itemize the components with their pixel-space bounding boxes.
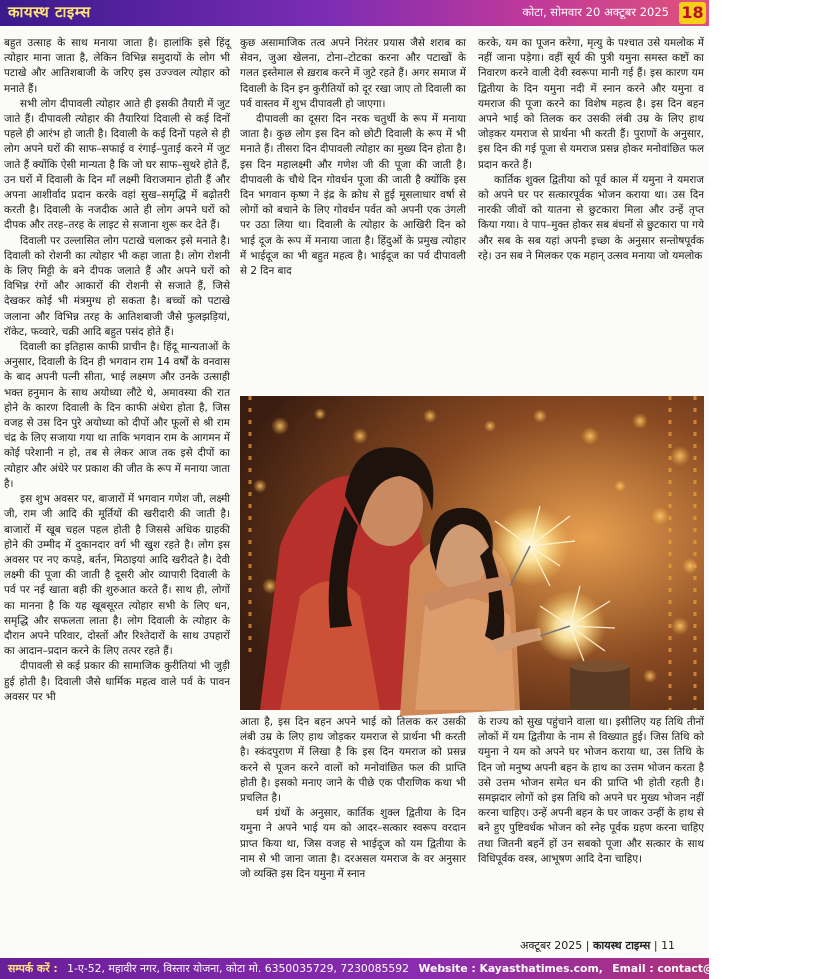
paragraph: दिवाली पर उल्लासित लोग पटाखे चलाकर इसे मनाते है। दिवाली को रोशनी का त्योहार भी कहा जाता है। लोग रोशनी के लिए मिट्टी के बने दीपक जलाते हैं और अपने घरों को विभिन्न रंगों और आकारों की रोशनी से सजाते हैं, जिसे देखकर कोई भी मंत्रमुग्ध हो सकता है। बच्चों को पटाखे जलाना और विभिन्न तरह के आतिशबाजी जैसे फुलझड़ियां, रॉकेट, फव्वारे, चक्री आदि बहुत पसंद होते हैं। <box>4 234 230 338</box>
diwali-photo <box>240 396 704 710</box>
diwali-photo-illustration <box>240 396 704 710</box>
footer-folio: 11 <box>661 939 676 952</box>
contact-bar <box>0 958 832 979</box>
contact-email: Email : contact@kayasthatimes.com <box>612 962 832 975</box>
dateline: कोटा, सोमवार 20 अक्टूबर 2025 <box>522 5 669 19</box>
contact-address: 1-ए-52, महावीर नगर, विस्तार योजना, कोटा मो. 6350035729, 7230085592 <box>67 962 410 975</box>
paragraph: इस शुभ अवसर पर, बाजारों में भगवान गणेश जी, लक्ष्मी जी, राम जी आदि की मूर्तियों की खरीदारी की जाती है। बाजारों में खूब चहल पहल होती है जिससे अधिक ग्राहकी होने की उम्मीद में दुकानदार वर्ग भी खुश रहते है। लोग इस अवसर पर नए कपड़े, बर्तन, मिठाइयां आदि खरीदते है। देवी लक्ष्मी की पूजा की जाती है दूसरी ओर व्यापारी दिवाली के पर्व पर नई खाता बही की शुरुआत करते हैं। साथ ही, लोगों का मानना है कि यह खूबसूरत त्योहार सभी के लिए धन, समृद्धि और सफलता लाता है। लोग दिवाली के त्योहार के दौरान अपने परिवार, दोस्तों और रिश्तेदारों के साथ उपहारों का आदान–प्रदान करने के लिए तत्पर रहते हैं। <box>4 493 230 658</box>
article-column-2-top <box>240 36 466 392</box>
contact-website: Website : Kayasthatimes.com, <box>418 962 603 975</box>
paragraph: के राज्य को सुख पहुंचाने वाला था। इसीलिए यह तिथि तीनों लोकों में यम द्वितीया के नाम से विख्यात हुई। जिस तिथि को यमुना ने यम को अपने घर भोजन कराया था, उस तिथि के दिन जो मनुष्य अपनी बहन के हाथ का उत्तम भोजन करता है उसे उत्तम भोजन समेत धन की प्राप्ति भी होती रहती है। समझदार लोगों को इस तिथि को अपने घर मुख्य भोजन नहीं करना चाहिए। उन्हें अपनी बहन के घर जाकर उन्हीं के हाथ से बने हुए पुष्टिवर्धक भोजन को स्नेह पूर्वक ग्रहण करना चाहिए तथा जितनी बहनें हों उन सबको पूजा और सत्कार के साथ विधिपूर्वक वस्त्र, आभूषण आदि देना चाहिए। <box>478 716 704 865</box>
article-column-1 <box>4 36 230 927</box>
article-column-2-bottom <box>240 715 466 933</box>
footer-month: अक्टूबर 2025 <box>520 939 583 952</box>
paragraph: दिवाली का इतिहास काफी प्राचीन है। हिंदू मान्यताओं के अनुसार, दिवाली के दिन ही भगवान राम 14 वर्षों के वनवास के बाद अपनी पत्नी सीता, भाई लक्ष्मण और उनके उत्साही भक्त हनुमान के साथ अयोध्या लौटे थे, अमावस्या की रात होने के कारण दिवाली के दिन काफी अंधेरा होता है, जिस वजह से उस दिन पुरे अयोध्या को दीपों और फूलों से श्री राम चंद्र के लिए सजाया गया था ताकि भगवान राम के आगमन में कोई परेशानी न हो, तब से लेकर आज तक इसे दीपों का त्योहार और अंधेरे पर प्रकाश की जीत के रूप में मनाया जाता है। <box>4 341 230 490</box>
paragraph: दीपावली से कई प्रकार की सामाजिक कुरीतियां भी जुड़ी हुई होती है। दिवाली जैसे धार्मिक महत्व वाले पर्व के पावन अवसर पर भी <box>4 660 230 703</box>
footer-separator: | <box>585 939 590 952</box>
footer-separator: | <box>653 939 658 952</box>
contact-label: सम्पर्क करें : <box>8 962 58 975</box>
paragraph: दीपावली का दूसरा दिन नरक चतुर्थी के रूप में मनाया जाता है। कुछ लोग इस दिन को छोटी दिवाली के रूप में भी मनाते हैं। तीसरा दिन दीपावली त्योहार का मुख्य दिन होता है। इस दिन महालक्ष्मी और गणेश जी की पूजा की जाती है। दीपावली के चौथे दिन गोवर्धन पूजा की जाती है क्योंकि इस दिन भगवान कृष्ण ने इंद्र के क्रोध से हुई मूसलाधार वर्षा से लोगों को बचाने के लिए गोवर्धन पर्वत को अपनी एक उंगली पर उठा लिया था। दिवाली के त्योहार के आखिरी दिन को भाई दूज के रूप में मनाया जाता है। हिंदुओं के प्रमुख त्योहार में भाईदूज का भी बहुत महत्व है। भाईदूज का पर्व दीपावली से 2 दिन बाद <box>240 113 466 278</box>
paragraph: बहुत उत्साह के साथ मनाया जाता है। हालांकि इसे हिंदू त्योहार माना जाता है, लेकिन विभिन्न समुदायों के लोग भी पटाखे और आतिशबाजी के जरिए इस उज्ज्वल त्योहार को मनाते हैं। <box>4 37 230 95</box>
page-footer <box>520 938 704 954</box>
paragraph: करके, यम का पूजन करेगा, मृत्यु के पश्चात उसे यमलोक में नहीं जाना पड़ेगा। वहीं सूर्य की पुत्री यमुना समस्त कष्टों का निवारण करने वाली देवी स्वरूपा मानी गई हैं। इस कारण यम द्वितीया के दिन यमुना नदी में स्नान करने और यमुना व यमराज की पूजा करने का विशेष महत्व है। इस दिन बहन अपने भाई को तिलक कर उसकी लंबी उम्र के लिए हाथ जोड़कर यमराज से प्रार्थना भी करती हैं। पुराणों के अनुसार, इस दिन की गई पूजा से यमराज प्रसन्न होकर मनोवांछित फल प्रदान करते हैं। <box>478 37 704 171</box>
masthead: कायस्थ टाइम्स <box>8 3 91 21</box>
paragraph: कुछ असामाजिक तत्व अपने निरंतर प्रयास जैसे शराब का सेवन, जुआ खेलना, टोना–टोटका करना और पटाखों के गलत इस्तेमाल से ख़राब करने में जुटे रहते हैं। अगर समाज में दिवाली के दिन इन कुरीतियों को दूर रखा जाए तो दिवाली का पर्व वास्तव में शुभ दीपावली हो जाएगा। <box>240 37 466 110</box>
paragraph: सभी लोग दीपावली त्योहार आते ही इसकी तैयारी में जुट जाते हैं। दीपावली त्योहार की तैयारियां दिवाली से कई दिनों पहले ही आरंभ हो जाती है। दिवाली के कई दिनों पहले से ही लोग अपने घरों की साफ–सफाई व रंगाई–पुताई करने में जुट जाते हैं क्योंकि ऐसी मान्यता है कि जो घर साफ–सुथरे होते हैं, उन घरों में दिवाली के दिन माँ लक्ष्मी विराजमान होती हैं और अपना आशीर्वाद प्रदान करके वहां सुख–समृद्धि में बढ़ोतरी करती है। दिवाली के नजदीक आते ही लोग अपने घरों को दीपक और तरह–तरह के लाइट से सजाना शुरू कर देते हैं। <box>4 97 230 232</box>
header-bar <box>0 0 709 26</box>
page-number-badge: 18 <box>679 2 706 24</box>
article-column-3-top <box>478 36 704 392</box>
paragraph: धर्म ग्रंथों के अनुसार, कार्तिक शुक्ल द्वितीया के दिन यमुना ने अपने भाई यम को आदर–सत्कार स्वरूप वरदान प्राप्त किया था, जिस वजह से भाईदूज को यम द्वितीया के नाम से भी जाना जाता है। दरअसल यमराज के वर अनुसार जो व्यक्ति इस दिन यमुना में स्नान <box>240 807 466 881</box>
article-column-3-bottom <box>478 715 704 933</box>
footer-magazine: कायस्थ टाइम्स <box>592 939 651 952</box>
paragraph: आता है, इस दिन बहन अपने भाई को तिलक कर उसकी लंबी उम्र के लिए हाथ जोड़कर यमराज से प्रार्थना भी करती है। स्कंदपुराण में लिखा है कि इस दिन यमराज को प्रसन्न करने से पूजन करने वालों को मनोवांछित फल की प्राप्ति होती है। इसको मनाए जाने के पीछे एक पौराणिक कथा भी प्रचलित है। <box>240 716 466 805</box>
paragraph: कार्तिक शुक्ल द्वितीया को पूर्व काल में यमुना ने यमराज को अपने घर पर सत्कारपूर्वक भोजन कराया था। उस दिन नारकी जीवों को यातना से छुटकारा मिला और उन्हें तृप्त किया गया। वे पाप–मुक्त होकर सब बंधनों से छुटकारा पा गये और सब के सब यहां अपनी इच्छा के अनुसार सन्तोषपूर्वक रहे। उन सब ने मिलकर एक महान् उत्सव मनाया जो यमलोक <box>478 173 704 262</box>
